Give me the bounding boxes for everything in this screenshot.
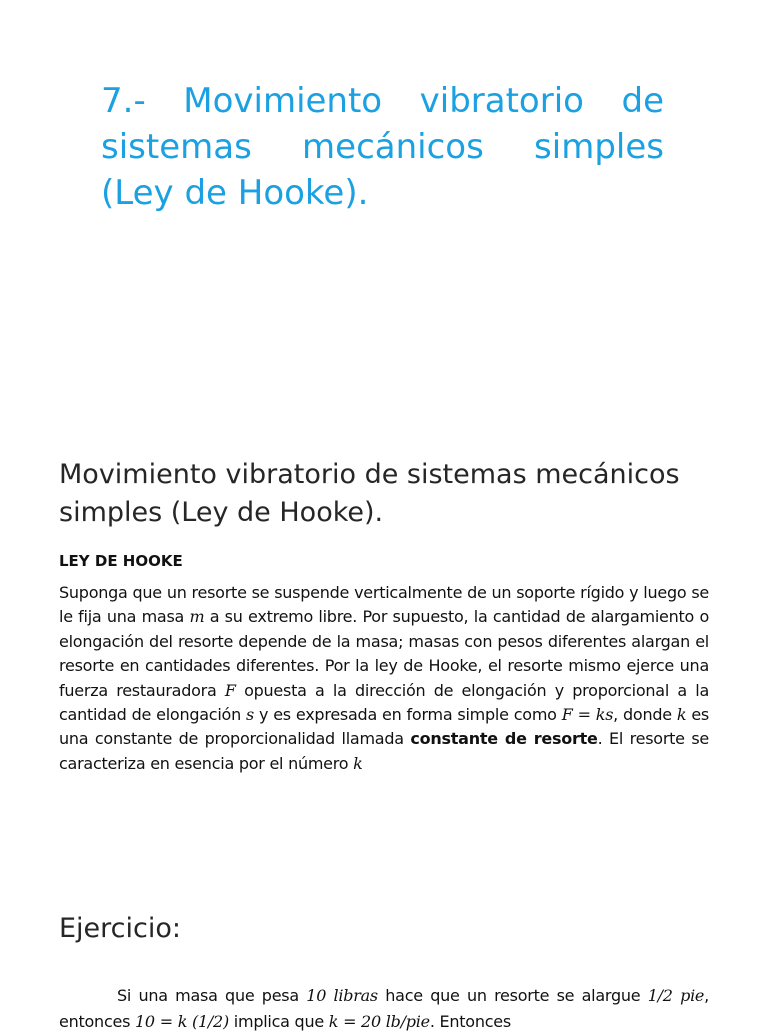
paragraph-text: Si una masa que pesa	[117, 986, 307, 1005]
math-constant: k	[676, 705, 687, 725]
math-constant: k	[353, 753, 363, 773]
exercise-heading: Ejercicio:	[59, 913, 181, 944]
math-elongation: s	[245, 705, 254, 725]
paragraph-text: . El resorte se caracteriza en esencia por el número	[59, 729, 710, 773]
spring-constant-term: constante de resorte	[410, 729, 598, 749]
paragraph-text: implica que	[228, 1012, 329, 1031]
law-heading: LEY DE HOOKE	[59, 552, 183, 570]
hooke-law-paragraph	[59, 581, 709, 776]
paragraph-text: y es expresada en forma simple como	[253, 705, 562, 725]
math-mass: m	[189, 607, 205, 627]
math-force: F	[224, 680, 236, 700]
paragraph-text: es una constante de proporcionalidad llamada	[59, 705, 710, 749]
math-equation: 10 = k (1/2)	[135, 1012, 229, 1031]
paragraph-text: , donde	[613, 705, 677, 725]
paragraph-text: . Entonces	[429, 1012, 511, 1031]
section-heading: Movimiento vibratorio de sistemas mecánicos simples (Ley de Hooke).	[59, 459, 680, 528]
math-stretch: 1/2 pie	[647, 986, 705, 1005]
paragraph-text: , entonces	[59, 986, 709, 1031]
paragraph-text: Suponga que un resorte se suspende verticalmente de un soporte rígido y luego se le fija una masa	[59, 583, 709, 627]
math-result: k = 20 lb/pie	[328, 1012, 430, 1031]
math-hooke-equation: F = ks	[561, 705, 614, 725]
slide-title: 7.- Movimiento vibratorio de sistemas mecánicos simples (Ley de Hooke).	[101, 81, 664, 213]
paragraph-text: opuesta a la dirección de elongación y proporcional a la cantidad de elongación	[59, 680, 710, 725]
paragraph-text: hace que un resorte se alargue	[377, 986, 648, 1005]
paragraph-text: a su extremo libre. Por supuesto, la cantidad de alargamiento o elongación del resorte depende de la masa; masas con pesos diferentes alargan el resorte en cantidades diferentes. Por la ley de Hooke, el resorte mismo ejerce una fuerza restauradora	[59, 607, 710, 700]
math-weight: 10 libras	[306, 986, 378, 1005]
exercise-paragraph	[59, 983, 709, 1035]
